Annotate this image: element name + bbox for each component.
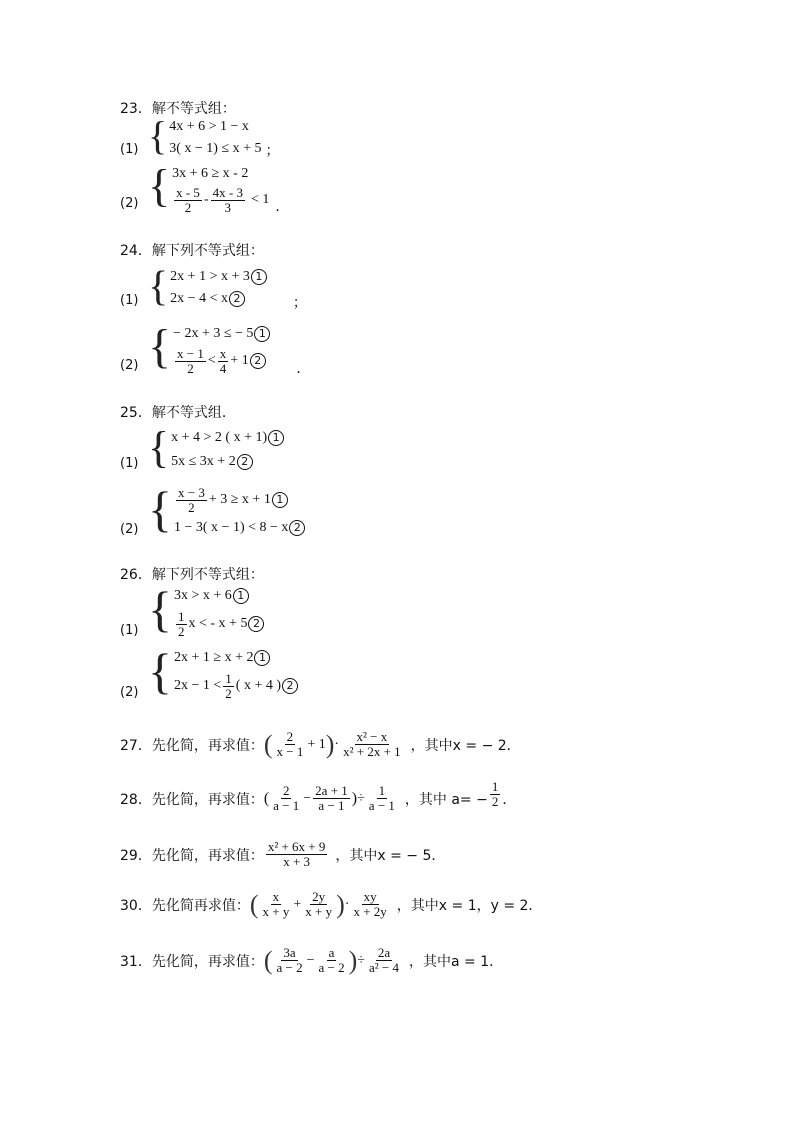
circled-number-icon: 2 — [229, 291, 245, 307]
brace-icon: { — [148, 113, 168, 158]
numerator: a — [328, 945, 335, 960]
numerator: 2 — [282, 783, 290, 798]
denominator: x + 2y — [353, 904, 387, 919]
denominator: 3 — [224, 199, 232, 215]
expr: 2x + 1 ≥ x + 2 — [174, 650, 254, 665]
expression — [266, 840, 328, 869]
q31 — [120, 946, 503, 975]
right-paren-icon: ) — [336, 889, 345, 919]
numerator: 2y — [312, 889, 326, 904]
question-lead: 31．先化简，再求值： — [120, 953, 264, 970]
right-paren-icon: ) — [325, 729, 335, 759]
ineq-2 — [174, 670, 298, 702]
denominator: x + y — [262, 904, 290, 919]
punct: ； — [292, 296, 307, 311]
numerator: x - 5 — [176, 184, 200, 200]
circled-number-icon: 1 — [272, 492, 288, 508]
ineq-2 — [174, 608, 264, 640]
expression — [264, 730, 405, 759]
denominator: a − 2 — [318, 960, 345, 975]
ineq-1 — [174, 484, 305, 516]
denominator: a − 1 — [368, 798, 395, 813]
denominator: 2 — [491, 794, 499, 809]
denominator: x² + 2x + 1 — [343, 744, 401, 759]
denominator: x + y — [305, 904, 333, 919]
expr: x + 4 > 2 ( x + 1) — [171, 430, 268, 445]
ineq-1 — [171, 426, 284, 450]
condition: ，其中x = 1，y = 2． — [396, 897, 543, 914]
denominator: 4 — [219, 360, 227, 376]
q29 — [120, 840, 445, 869]
circled-number-icon: 1 — [254, 326, 270, 342]
punct: ； — [265, 144, 280, 159]
q26-part1 — [120, 581, 264, 640]
part-label: (2) — [120, 521, 139, 537]
numerator: x² + 6x + 9 — [267, 839, 326, 854]
part-label: (2) — [120, 684, 139, 700]
numerator: 1 — [225, 670, 232, 686]
brace-icon: { — [148, 320, 172, 373]
circled-number-icon: 2 — [248, 616, 264, 632]
q25-part2 — [120, 481, 305, 540]
part-label: (1) — [120, 292, 139, 308]
q25-title: 25．解不等式组． — [120, 405, 236, 421]
circled-number-icon: 2 — [250, 353, 266, 369]
question-lead: 30．先化简再求值： — [120, 897, 250, 914]
punct: ． — [296, 362, 311, 377]
numerator: x — [219, 345, 227, 361]
ineq-2: 3( x − 1) ≤ x + 5 — [169, 141, 262, 156]
expr: 2x + 1 > x + 3 — [170, 269, 250, 284]
denominator: x + 3 — [283, 854, 311, 869]
circled-number-icon: 1 — [268, 430, 284, 446]
condition: ，其中a = 1． — [408, 953, 504, 970]
expression — [264, 946, 403, 975]
brace-icon: { — [148, 481, 172, 537]
denominator: x − 1 — [276, 744, 304, 759]
left-paren-icon: ( — [263, 729, 273, 759]
denominator: a − 1 — [273, 798, 300, 813]
numerator: 2 — [286, 729, 294, 744]
expression — [250, 890, 391, 919]
brace-icon: { — [148, 643, 172, 699]
q23-title: 23．解不等式组： — [120, 101, 236, 117]
left-paren-icon: ( — [249, 889, 259, 919]
part-label: (1) — [120, 141, 139, 157]
question-lead: 27．先化简，再求值： — [120, 737, 264, 754]
operator: < — [207, 353, 216, 368]
brace-icon: { — [148, 423, 170, 472]
ineq-1: 3x + 6 ≥ x - 2 — [172, 166, 249, 181]
ineq-1: 4x + 6 > 1 − x — [169, 119, 249, 134]
q24-title: 24．解下列不等式组： — [120, 243, 264, 259]
numerator: x − 3 — [178, 484, 205, 500]
denominator: a² − 4 — [368, 960, 399, 975]
operator: + — [293, 896, 302, 912]
denominator: a − 2 — [276, 960, 303, 975]
expr: + 1 — [230, 353, 249, 368]
q24-part2 — [120, 322, 310, 378]
part-label: (1) — [120, 455, 139, 471]
question-lead: 28．先化简，再求值： — [120, 791, 264, 808]
q26-part2 — [120, 643, 298, 702]
q26-title: 26．解下列不等式组： — [120, 567, 264, 583]
q28 — [120, 779, 517, 813]
expr: 1 − 3( x − 1) < 8 − x — [174, 520, 289, 535]
operator: − — [303, 790, 312, 806]
expr: x < - x + 5 — [188, 616, 248, 631]
numerator: 3a — [283, 945, 296, 960]
operator: · — [334, 736, 340, 752]
condition: ，其中x = − 5． — [335, 847, 446, 864]
expr: + 1 — [307, 736, 326, 752]
operator: - — [203, 192, 209, 207]
brace-icon: { — [148, 264, 169, 310]
denominator: 2 — [188, 499, 195, 515]
right-paren-icon: ) — [348, 945, 358, 975]
ineq-2 — [173, 345, 270, 377]
expr: 2x − 1 < — [174, 678, 222, 693]
denominator: 2 — [184, 199, 192, 215]
numerator: 2a — [377, 945, 391, 960]
q27 — [120, 730, 521, 759]
operator: · — [344, 896, 350, 912]
rhs: < 1 — [250, 192, 270, 207]
denominator: 2 — [187, 360, 194, 376]
circled-number-icon: 2 — [237, 454, 253, 470]
operator: ÷ — [357, 790, 365, 806]
q30 — [120, 890, 542, 919]
operator: − — [306, 952, 315, 968]
brace-icon: { — [148, 160, 171, 211]
numerator: x² − x — [356, 729, 388, 744]
expr: 3x > x + 6 — [174, 588, 232, 603]
question-lead: 29．先化简，再求值： — [120, 847, 264, 864]
condition: ，其中 a= − — [404, 791, 488, 808]
circled-number-icon: 1 — [254, 650, 270, 666]
q25-part1 — [120, 423, 284, 474]
condition: ，其中x = − 2． — [410, 737, 521, 754]
denominator: a − 1 — [318, 798, 345, 813]
expression: ( $\frac{2}{a - 1}$ − $\frac{2a + 1}{a - 1}$ ) ÷ $\frac{1}{a - 1}$ — [263, 783, 395, 813]
numerator: x — [272, 889, 280, 904]
numerator: xy — [363, 889, 377, 904]
numerator: 4x - 3 — [212, 184, 243, 200]
numerator: 2a + 1 — [315, 783, 348, 798]
numerator: x − 1 — [177, 345, 204, 361]
numerator: 1 — [178, 608, 185, 624]
expr: ( x + 4 ) — [235, 678, 282, 693]
ineq-2 — [170, 288, 267, 310]
circled-number-icon: 2 — [282, 678, 298, 694]
punct: ． — [502, 791, 517, 808]
denominator: 2 — [225, 685, 232, 701]
q23-part2 — [120, 162, 289, 216]
ineq-1 — [174, 584, 264, 608]
q23-part1 — [120, 113, 280, 160]
circled-number-icon: 2 — [289, 520, 305, 536]
ineq-2 — [172, 185, 269, 215]
part-label: (1) — [120, 622, 139, 638]
left-paren-icon: ( — [263, 945, 273, 975]
expr: − 2x + 3 ≤ − 5 — [173, 326, 254, 341]
numerator: 1 — [491, 779, 499, 794]
denominator: 2 — [178, 623, 185, 639]
numerator: 1 — [378, 783, 386, 798]
ineq-2 — [171, 450, 284, 474]
expr: 2x − 4 < x — [170, 291, 228, 306]
part-label: (2) — [120, 357, 139, 373]
circled-number-icon: 1 — [251, 269, 267, 285]
brace-icon: { — [148, 581, 172, 637]
operator: ÷ — [357, 952, 365, 968]
expr: + 3 ≥ x + 1 — [208, 492, 271, 507]
q24-part1 — [120, 264, 307, 312]
ineq-1 — [173, 323, 270, 345]
part-label: (2) — [120, 195, 139, 211]
expr: 5x ≤ 3x + 2 — [171, 454, 236, 469]
circled-number-icon: 1 — [233, 588, 249, 604]
ineq-1 — [170, 266, 267, 288]
ineq-1 — [174, 646, 298, 670]
punct: ． — [275, 200, 290, 215]
ineq-2 — [174, 516, 305, 540]
